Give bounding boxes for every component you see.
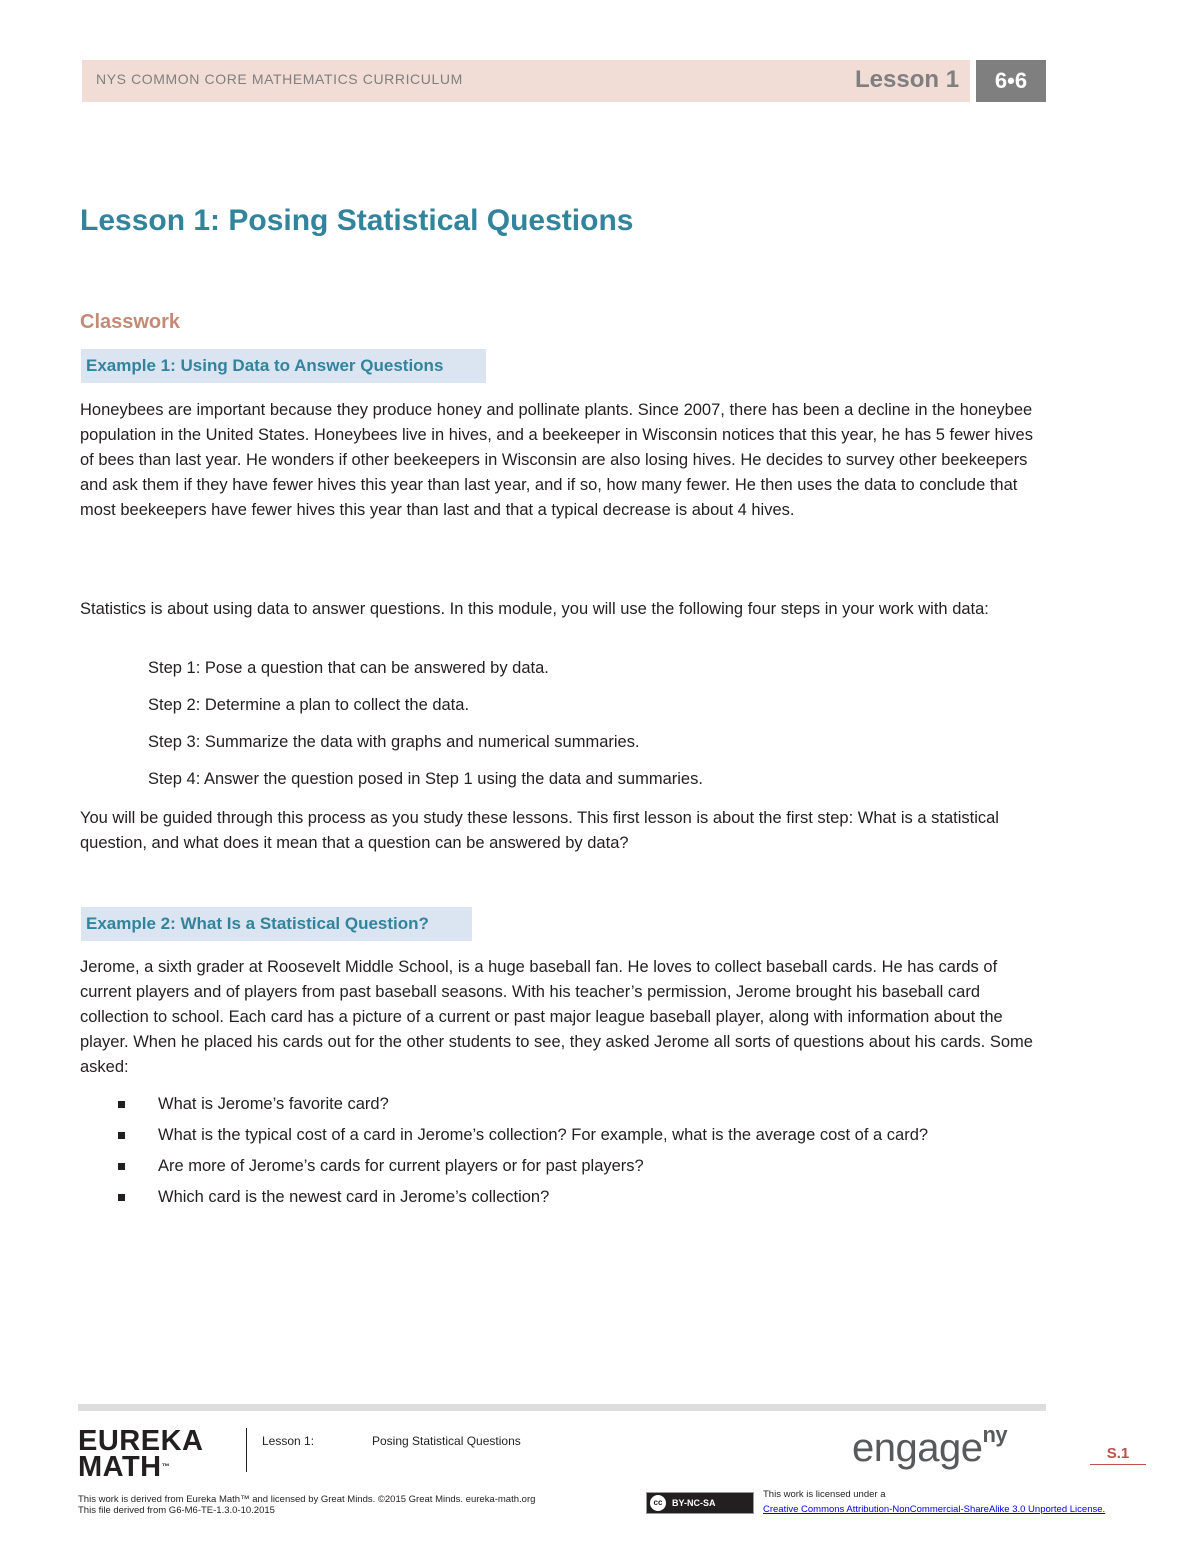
eureka-math-logo <box>78 1425 204 1483</box>
example-1-heading: Example 1: Using Data to Answer Questions <box>78 349 486 383</box>
page-title: Lesson 1: Posing Statistical Questions <box>80 204 634 237</box>
footer-divider <box>78 1404 1046 1411</box>
example-2-heading: Example 2: What Is a Statistical Question? <box>78 907 472 941</box>
cc-label: BY-NC-SA <box>672 1498 716 1508</box>
guided-text: You will be guided through this process as you study these lessons. This first lesson is about the first step: What is a statistical question, and what does it mean that a question can be answered by data? <box>80 809 999 852</box>
cc-icon: cc <box>650 1495 666 1511</box>
list-item <box>118 1156 1048 1187</box>
list-item <box>118 1187 1048 1218</box>
list-item <box>118 1125 1048 1156</box>
example-2-paragraph: Jerome, a sixth grader at Roosevelt Middle School, is a huge baseball fan. He loves to collect baseball cards. He has cards of current players and of players from past baseball seasons. With his teacher’s permission, Jerome brought his baseball card collection to school. Each card has a picture of a current or past major league baseball player, along with information about the player. When he placed his cards out for the other students to see, they asked Jerome all sorts of questions about his cards. Some asked: <box>80 958 1033 1076</box>
step-item: Step 3: Summarize the data with graphs and numerical summaries. <box>148 733 640 751</box>
question-text: What is the typical cost of a card in Jerome’s collection? For example, what is the average cost of a card? <box>158 1126 929 1144</box>
question-text: Are more of Jerome’s cards for current players or for past players? <box>158 1157 644 1175</box>
bullet-icon <box>118 1194 125 1201</box>
grade-module-badge: 6•6 <box>976 60 1046 102</box>
list-item <box>118 1094 1048 1125</box>
statistics-intro: Statistics is about using data to answer questions. In this module, you will use the following four steps in your work with data: <box>80 600 989 618</box>
license-intro: This work is licensed under a <box>763 1489 886 1500</box>
step-item: Step 2: Determine a plan to collect the data. <box>148 696 470 714</box>
engageny-logo <box>852 1422 1008 1471</box>
step-item: Step 1: Pose a question that can be answered by data. <box>148 659 549 677</box>
engage-text: engage <box>852 1426 983 1470</box>
step-item: Step 4: Answer the question posed in Step 1 using the data and summaries. <box>148 770 703 788</box>
section-heading: Classwork <box>80 311 181 333</box>
footer-lesson-title: Posing Statistical Questions <box>372 1434 521 1448</box>
question-text: Which card is the newest card in Jerome’s collection? <box>158 1188 550 1206</box>
logo-line-1: EUREKA <box>78 1425 204 1457</box>
footer-lesson-label: Lesson 1: <box>262 1434 315 1448</box>
ny-text: ny <box>982 1422 1008 1447</box>
lesson-label: Lesson 1 <box>855 66 960 93</box>
footer-vertical-divider <box>246 1428 247 1472</box>
bullet-icon <box>118 1101 125 1108</box>
logo-trademark: ™ <box>161 1462 171 1471</box>
bullet-icon <box>118 1132 125 1139</box>
bullet-icon <box>118 1163 125 1170</box>
question-text: What is Jerome’s favorite card? <box>158 1095 389 1113</box>
steps-list <box>148 658 1048 806</box>
derived-notice <box>78 1494 535 1516</box>
license-link[interactable]: Creative Commons Attribution-NonCommercial-ShareAlike 3.0 Unported License. <box>763 1504 1106 1515</box>
curriculum-name: NYS COMMON CORE MATHEMATICS CURRICULUM <box>96 71 463 87</box>
cc-license-badge[interactable] <box>646 1492 754 1514</box>
questions-list <box>118 1094 1048 1218</box>
derived-line-2: This file derived from G6-M6-TE-1.3.0-10.2015 <box>78 1505 275 1516</box>
derived-line-1: This work is derived from Eureka Math™ and licensed by Great Minds. ©2015 Great Minds. eureka-math.org <box>78 1494 536 1505</box>
page-number: S.1 <box>1090 1445 1146 1465</box>
logo-line-2: MATH <box>78 1451 162 1483</box>
example-1-paragraph: Honeybees are important because they produce honey and pollinate plants. Since 2007, there has been a decline in the honeybee population in the United States. Honeybees live in hives, and a beekeeper in Wisconsin notices that this year, he has 5 fewer hives of bees than last year. He wonders if other beekeepers in Wisconsin are also losing hives. He decides to survey other beekeepers and ask them if they have fewer hives this year than last year, and if so, how many fewer. He then uses the data to conclude that most beekeepers have fewer hives this year than last and that a typical decrease is about 4 hives. <box>80 401 1033 519</box>
